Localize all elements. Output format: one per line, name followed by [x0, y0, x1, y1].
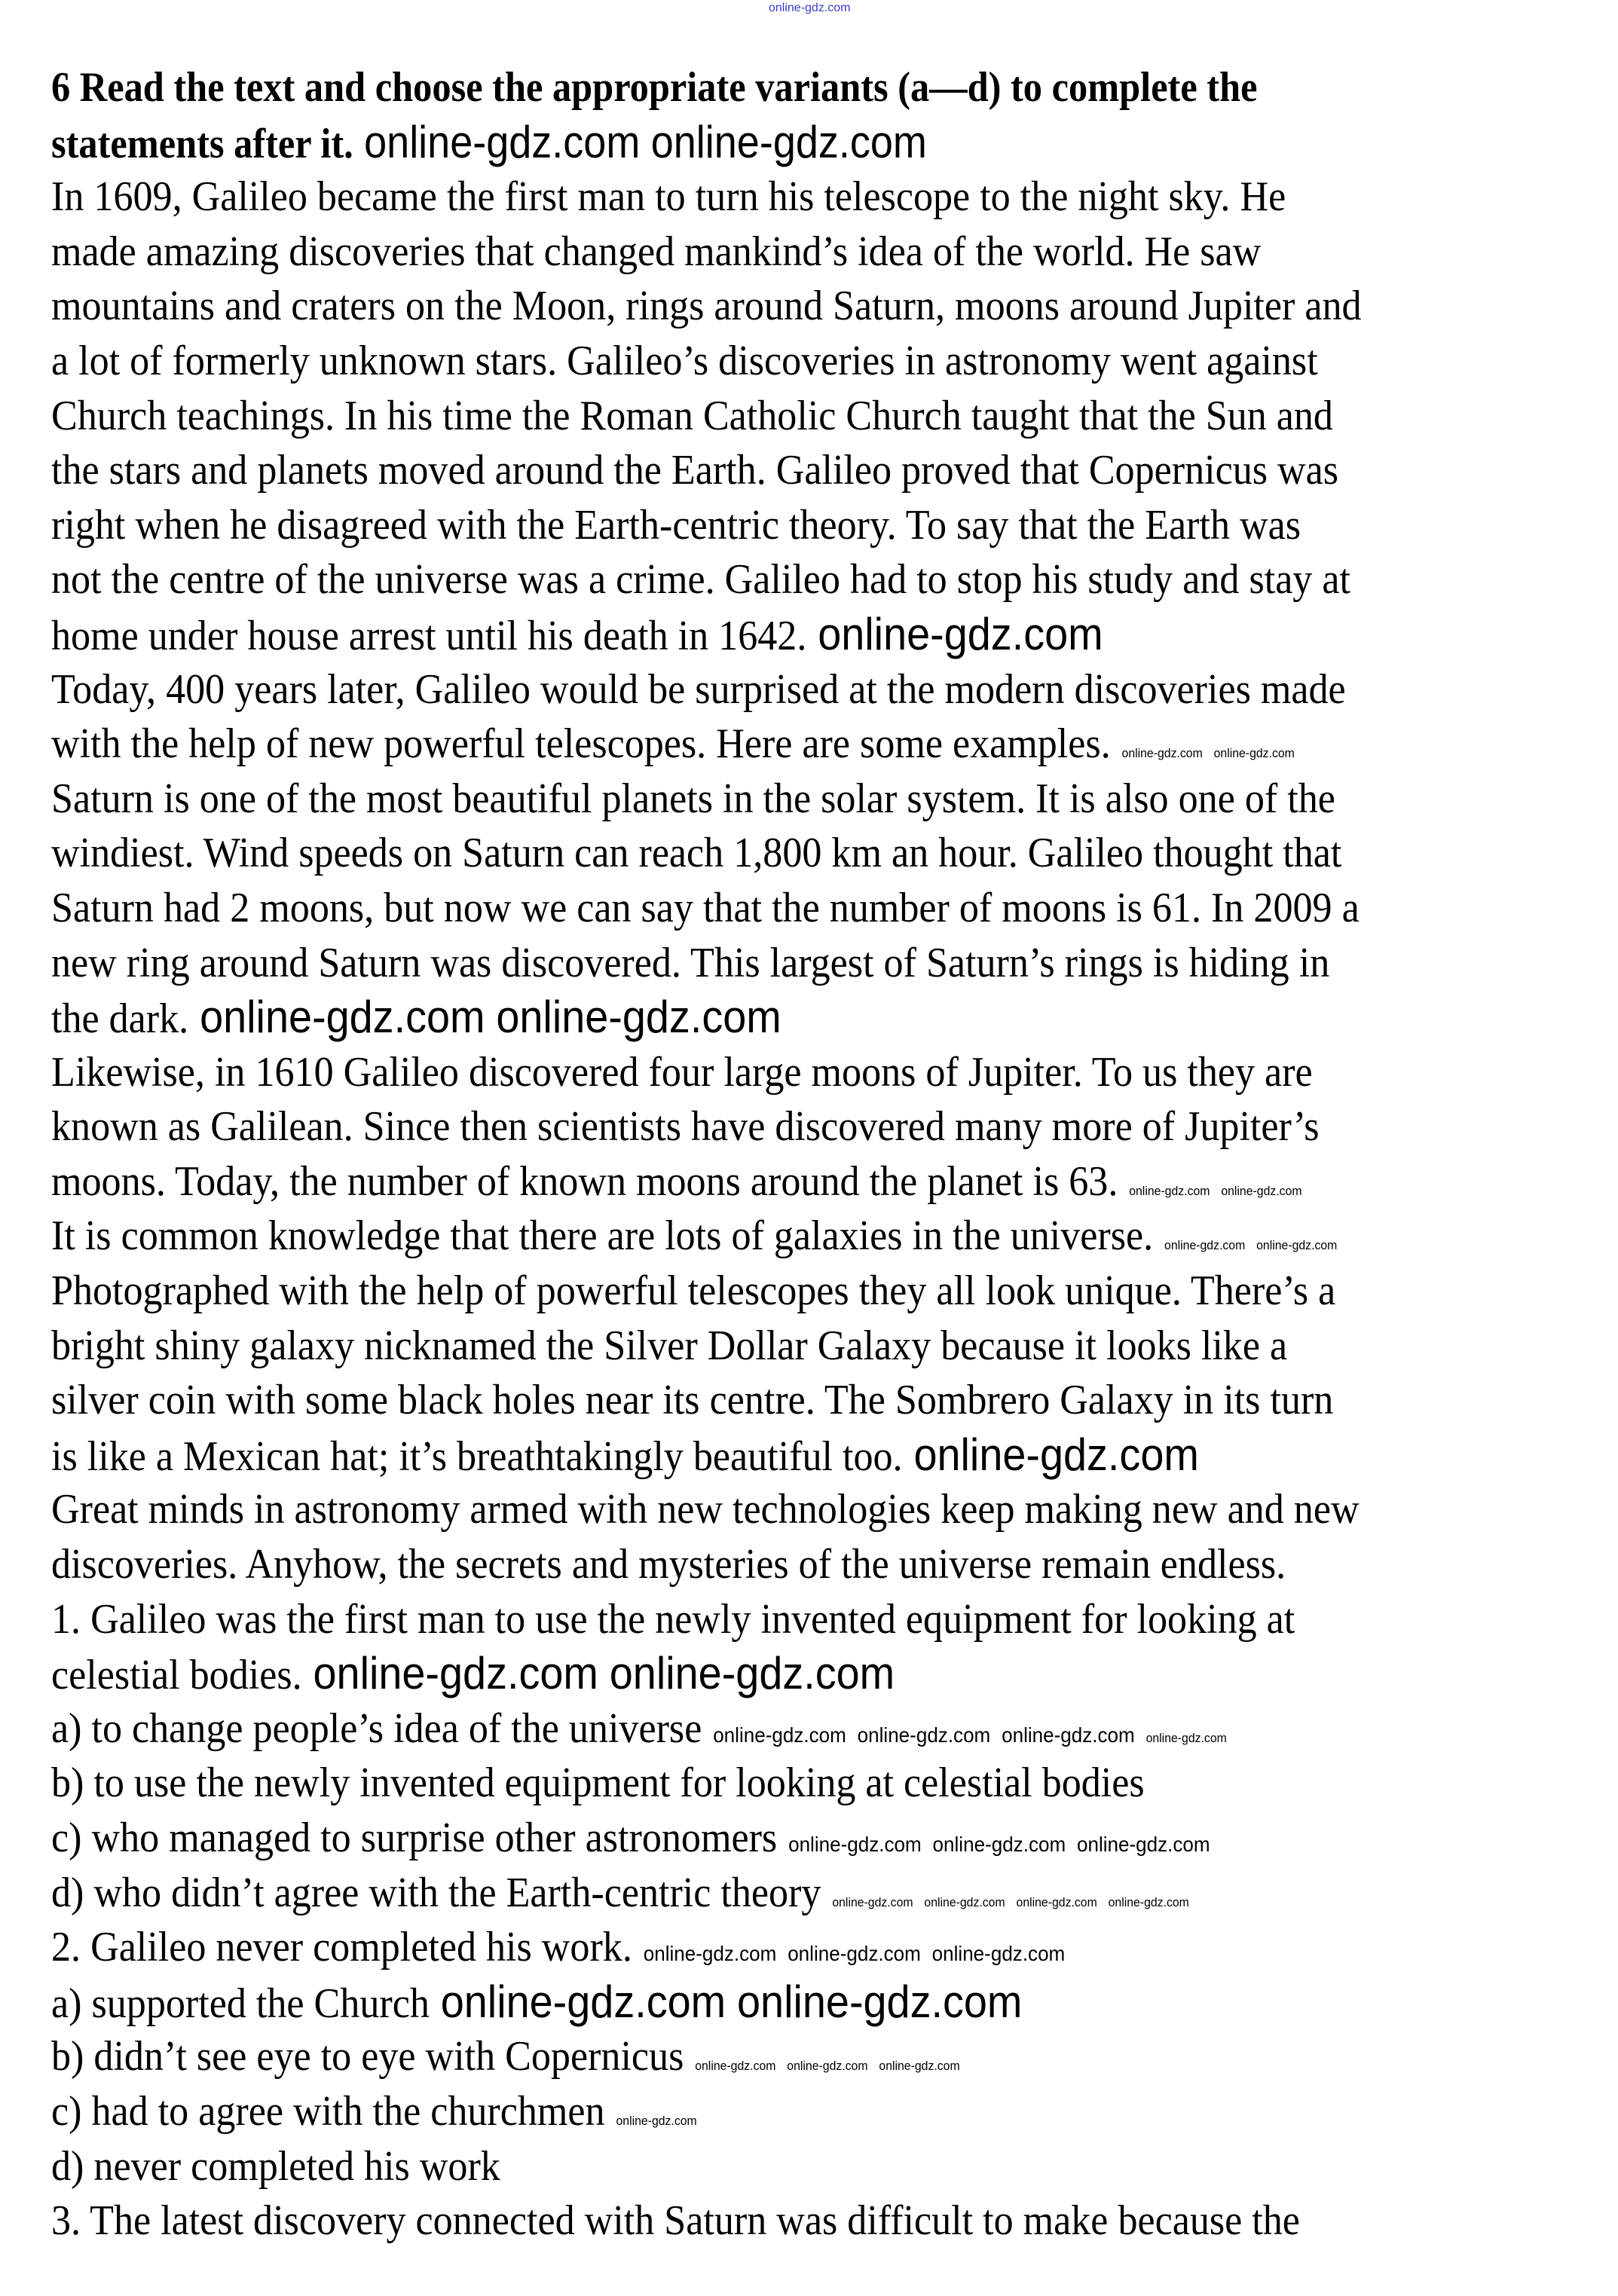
- question-line-text: 3. The latest discovery connected with Saturn was difficult to make because the: [51, 2197, 1300, 2245]
- answer-option-text: d) who didn’t agree with the Earth-centric theory: [51, 1869, 821, 1916]
- watermark: online-gdz.com: [1016, 1894, 1097, 1909]
- watermark: online-gdz.com: [818, 608, 1103, 659]
- task-heading: [51, 115, 1448, 170]
- watermark: online-gdz.com: [1256, 1238, 1338, 1253]
- answer-option: [51, 1701, 1495, 1756]
- text-line: [51, 552, 1495, 607]
- answer-option-text: c) had to agree with the churchmen: [51, 2087, 605, 2135]
- watermark: online-gdz.com: [200, 992, 485, 1043]
- text-line: [51, 881, 1495, 936]
- text-line: [51, 936, 1495, 991]
- answer-option: [51, 1811, 1495, 1866]
- task-heading-text: 6 Read the text and choose the appropriate variants (a—d) to complete the: [51, 64, 1258, 111]
- text-line-text: is like a Mexican hat; it’s breathtakingly beautiful too.: [51, 1432, 903, 1480]
- answer-option-text: b) to use the newly invented equipment for looking at celestial bodies: [51, 1759, 1145, 1807]
- answer-option-text: a) supported the Church: [51, 1980, 430, 2027]
- watermark: online-gdz.com: [769, 2, 851, 14]
- watermark: online-gdz.com: [313, 1648, 598, 1699]
- text-line: [51, 1482, 1495, 1537]
- text-line-text: celestial bodies.: [51, 1652, 302, 1699]
- watermark: online-gdz.com: [1108, 1894, 1189, 1909]
- text-line-text: not the centre of the universe was a crime. Galileo had to stop his study and stay at: [51, 556, 1350, 604]
- answer-option: [51, 1866, 1495, 1921]
- text-line: [51, 1537, 1495, 1592]
- text-line-text: silver coin with some black holes near its centre. The Sombrero Galaxy in its turn: [51, 1377, 1334, 1424]
- task-heading-block: [51, 60, 1604, 170]
- text-line: [51, 389, 1495, 444]
- text-line: [51, 990, 1495, 1045]
- text-line-text: known as Galilean. Since then scientists have discovered many more of Jupiter’s: [51, 1103, 1320, 1151]
- document-page: [51, 60, 1604, 2249]
- text-line-text: discoveries. Anyhow, the secrets and mysteries of the universe remain endless.: [51, 1541, 1286, 1588]
- watermark: online-gdz.com: [932, 1833, 1066, 1856]
- watermark: online-gdz.com: [1121, 746, 1203, 761]
- watermark: online-gdz.com: [924, 1894, 1005, 1909]
- text-line-text: bright shiny galaxy nicknamed the Silver Dollar Galaxy because it looks like a: [51, 1322, 1288, 1369]
- watermark: online-gdz.com: [1129, 1183, 1210, 1198]
- text-line-text: new ring around Saturn was discovered. This largest of Saturn’s rings is hiding in: [51, 939, 1330, 986]
- question-line: [51, 1592, 1495, 1647]
- watermark: online-gdz.com: [931, 1942, 1066, 1966]
- watermark: online-gdz.com: [713, 1723, 846, 1747]
- text-line-text: Photographed with the help of powerful telescopes they all look unique. There’s a: [51, 1267, 1336, 1315]
- text-line: [51, 498, 1495, 553]
- watermark: online-gdz.com: [1164, 1238, 1246, 1253]
- text-line: [51, 170, 1495, 225]
- text-body: [51, 170, 1604, 2249]
- text-line-text: made amazing discoveries that changed mankind’s idea of the world. He saw: [51, 228, 1262, 275]
- answer-option: [51, 2139, 1495, 2194]
- watermark: online-gdz.com: [913, 1429, 1199, 1480]
- watermark: online-gdz.com: [695, 2059, 776, 2074]
- watermark: online-gdz.com: [1002, 1723, 1135, 1747]
- task-heading-text: statements after it.: [51, 120, 353, 167]
- answer-option-text: d) never completed his work: [51, 2142, 500, 2190]
- question-line: [51, 2194, 1495, 2249]
- text-line-text: Saturn had 2 moons, but now we can say that the number of moons is 61. In 2009 a: [51, 884, 1360, 931]
- text-line: [51, 1045, 1495, 1100]
- answer-option-text: a) to change people’s idea of the universe: [51, 1704, 702, 1752]
- answer-option-text: b) didn’t see eye to eye with Copernicus: [51, 2033, 684, 2080]
- text-line: [51, 662, 1495, 717]
- question-line: [51, 1920, 1495, 1975]
- watermark: online-gdz.com: [650, 116, 927, 167]
- text-line: [51, 607, 1495, 662]
- text-line: [51, 1099, 1495, 1154]
- watermark: online-gdz.com: [609, 1648, 895, 1699]
- text-line: [51, 334, 1495, 389]
- text-line-text: It is common knowledge that there are lots of galaxies in the universe.: [51, 1212, 1154, 1260]
- text-line-text: mountains and craters on the Moon, rings around Saturn, moons around Jupiter and: [51, 283, 1362, 330]
- watermark: online-gdz.com: [616, 2113, 697, 2128]
- watermark: online-gdz.com: [788, 1942, 921, 1966]
- text-line-text: moons. Today, the number of known moons around the planet is 63.: [51, 1157, 1118, 1205]
- text-line: [51, 1209, 1495, 1264]
- text-line: [51, 443, 1495, 498]
- watermark: online-gdz.com: [1221, 1183, 1302, 1198]
- watermark: online-gdz.com: [364, 116, 641, 167]
- text-line-text: home under house arrest until his death in 1642.: [51, 612, 807, 659]
- text-line: [51, 1373, 1495, 1428]
- watermark: online-gdz.com: [1213, 746, 1295, 761]
- text-line: [51, 1264, 1495, 1319]
- text-line: [51, 1646, 1495, 1701]
- watermark: online-gdz.com: [737, 1976, 1023, 2027]
- answer-option: [51, 2084, 1495, 2139]
- text-line-text: windiest. Wind speeds on Saturn can reach 1,800 km an hour. Galileo thought that: [51, 830, 1342, 877]
- text-line-text: the stars and planets moved around the Earth. Galileo proved that Copernicus was: [51, 447, 1339, 494]
- text-line: [51, 717, 1495, 772]
- text-line: [51, 279, 1495, 334]
- watermark: online-gdz.com: [440, 1976, 726, 2027]
- question-line-text: 2. Galileo never completed his work.: [51, 1924, 632, 1971]
- text-line: [51, 1319, 1495, 1374]
- text-line-text: Likewise, in 1610 Galileo discovered four large moons of Jupiter. To us they are: [51, 1048, 1313, 1096]
- text-line: [51, 772, 1495, 827]
- watermark: online-gdz.com: [788, 1833, 922, 1856]
- text-line-text: a lot of formerly unknown stars. Galileo’s discoveries in astronomy went against: [51, 337, 1318, 384]
- text-line: [51, 826, 1495, 881]
- text-line-text: Today, 400 years later, Galileo would be surprised at the modern discoveries made: [51, 665, 1346, 713]
- question-line-text: 1. Galileo was the first man to use the newly invented equipment for looking at: [51, 1595, 1295, 1643]
- watermark: online-gdz.com: [643, 1942, 777, 1966]
- text-line-text: In 1609, Galileo became the first man to turn his telescope to the night sky. He: [51, 173, 1286, 221]
- text-line-text: Great minds in astronomy armed with new technologies keep making new and new: [51, 1486, 1360, 1533]
- answer-option: [51, 1975, 1495, 2030]
- text-line-text: Saturn is one of the most beautiful planets in the solar system. It is also one of the: [51, 775, 1335, 822]
- answer-option: [51, 2029, 1495, 2084]
- text-line-text: Church teachings. In his time the Roman Catholic Church taught that the Sun and: [51, 392, 1333, 439]
- text-line: [51, 1154, 1495, 1209]
- watermark: online-gdz.com: [1145, 1730, 1227, 1745]
- watermark: online-gdz.com: [496, 992, 781, 1043]
- text-line: [51, 225, 1495, 280]
- text-line-text: right when he disagreed with the Earth-centric theory. To say that the Earth was: [51, 501, 1301, 549]
- text-line: [51, 1428, 1495, 1483]
- task-heading: [51, 60, 1448, 115]
- watermark: online-gdz.com: [879, 2059, 960, 2074]
- answer-option: [51, 1756, 1495, 1811]
- text-line-text: the dark.: [51, 995, 189, 1043]
- watermark: online-gdz.com: [832, 1894, 913, 1909]
- watermark: online-gdz.com: [787, 2059, 868, 2074]
- watermark: online-gdz.com: [857, 1723, 991, 1747]
- watermark: online-gdz.com: [1077, 1833, 1210, 1856]
- answer-option-text: c) who managed to surprise other astronomers: [51, 1814, 778, 1861]
- text-line-text: with the help of new powerful telescopes. Here are some examples.: [51, 720, 1111, 768]
